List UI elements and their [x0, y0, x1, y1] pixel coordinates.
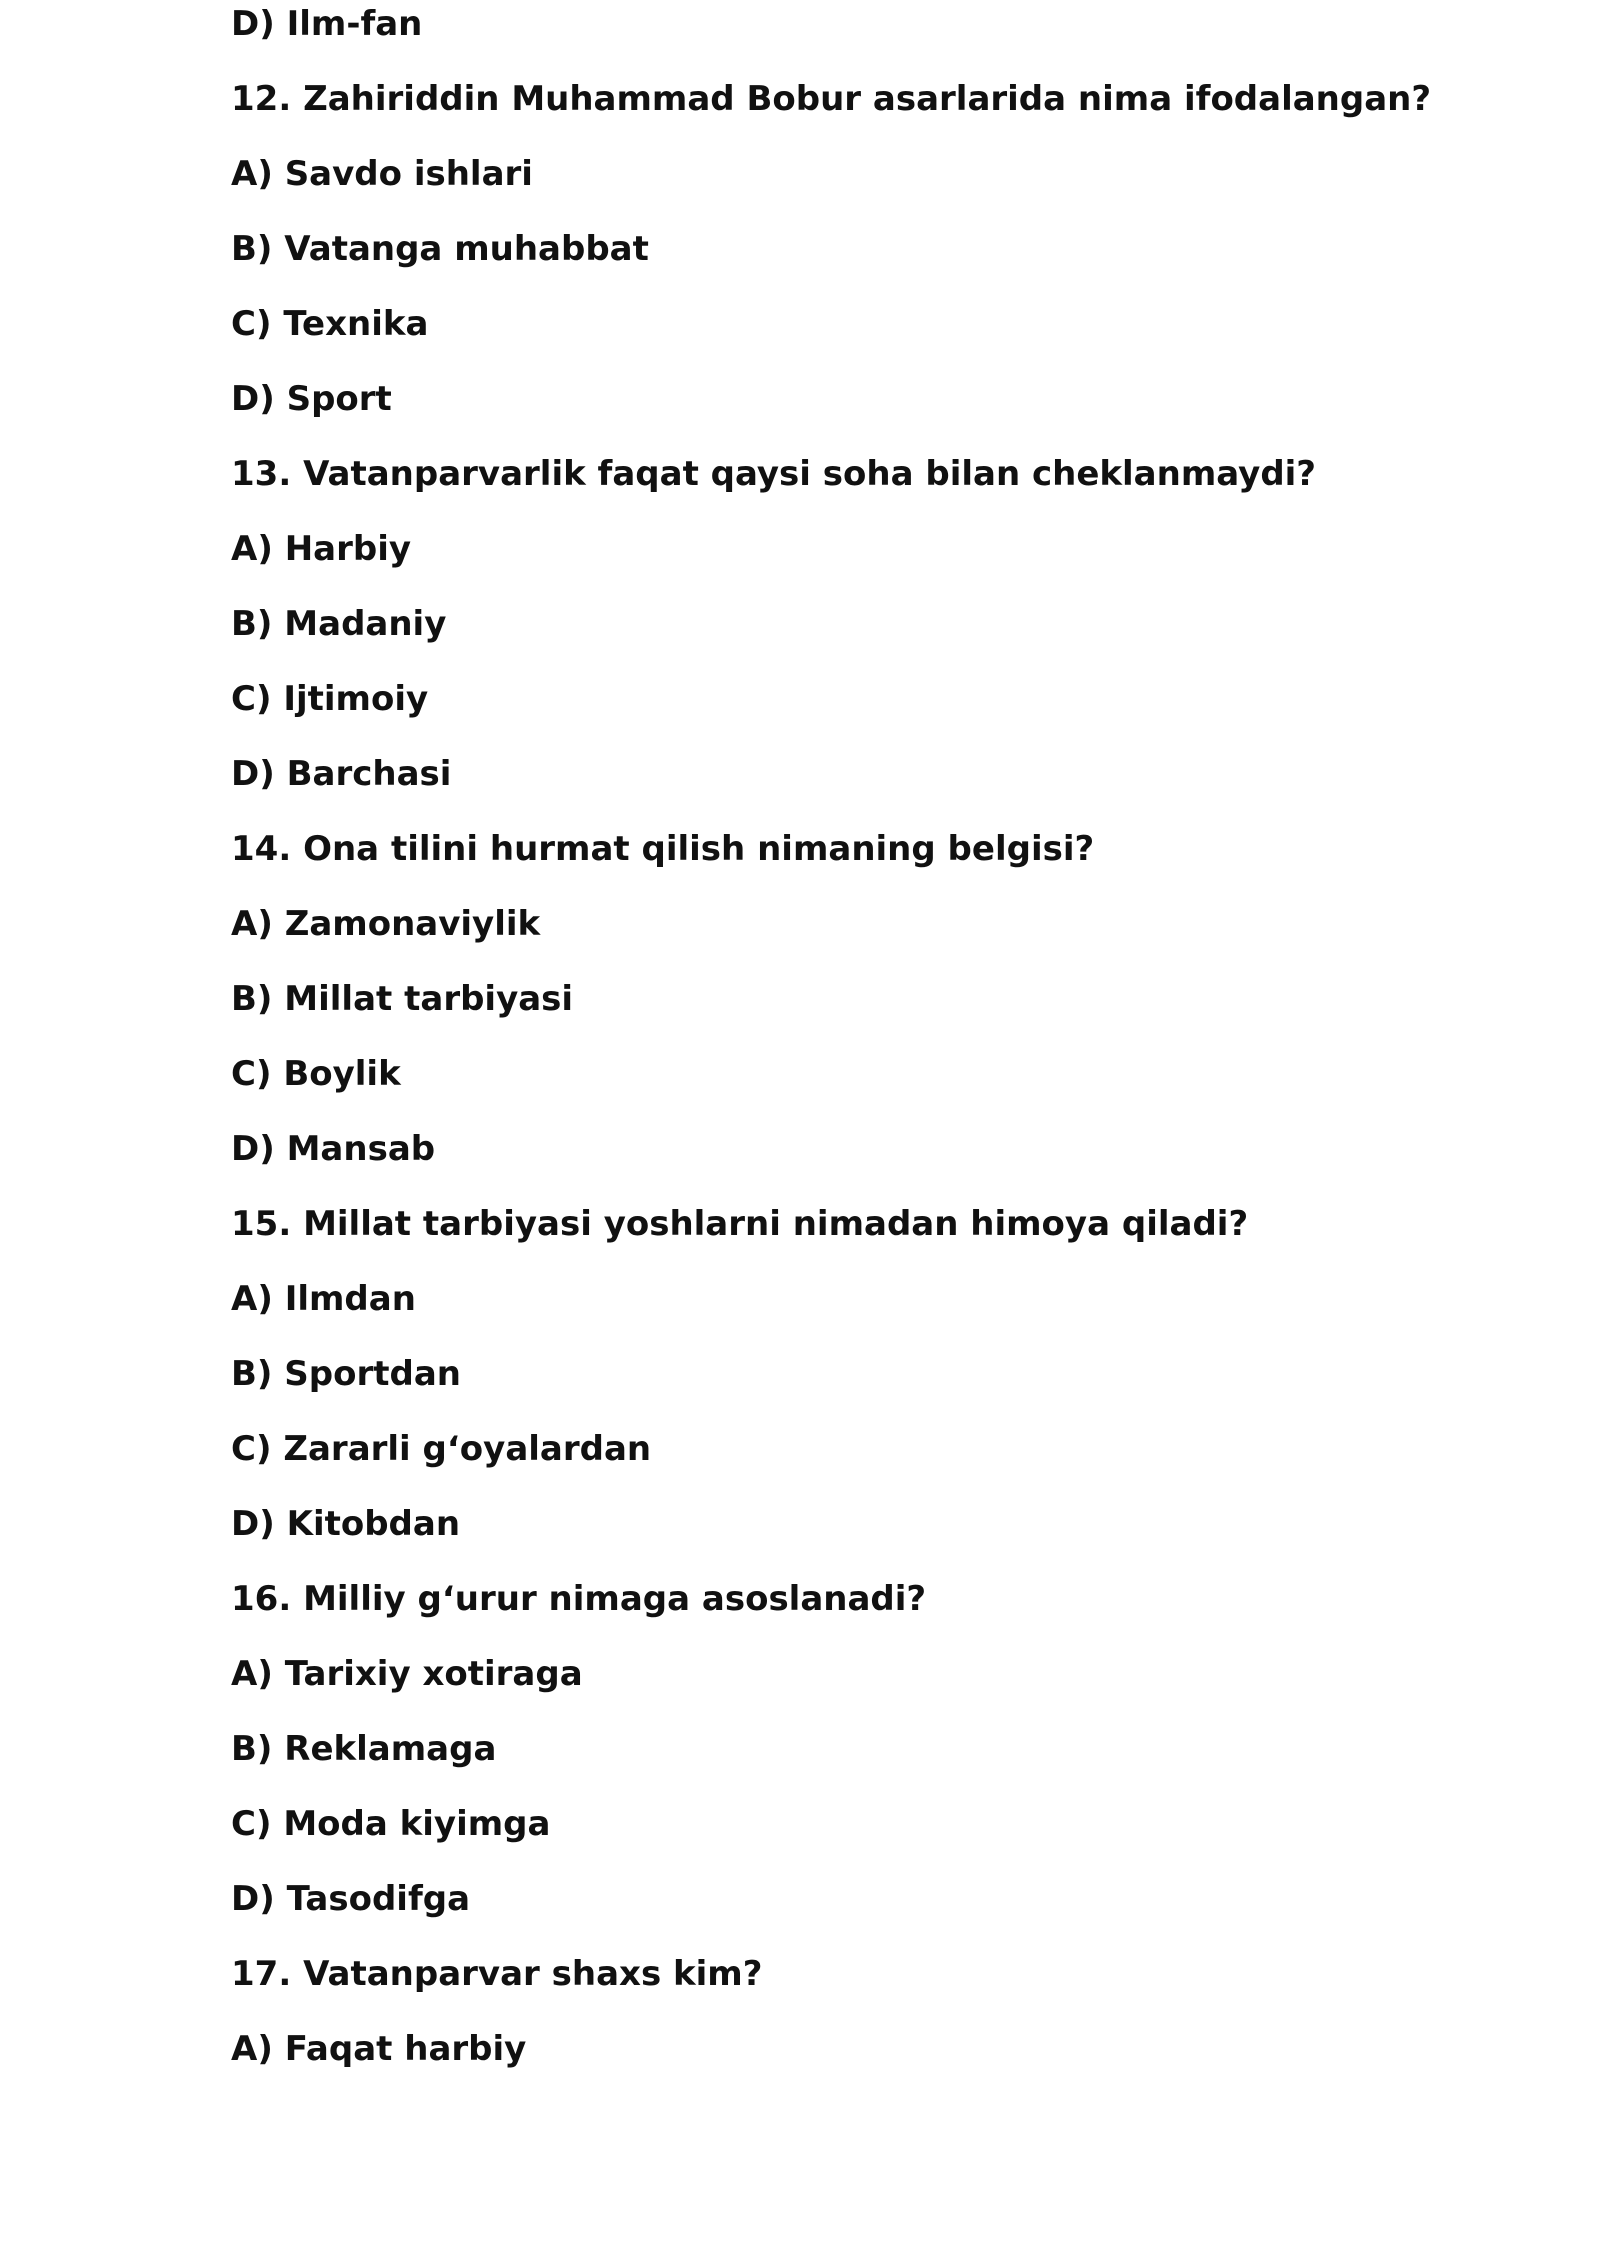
answer-option: D) Kitobdan [231, 1504, 461, 1544]
answer-option: A) Ilmdan [231, 1279, 416, 1319]
answer-option: A) Savdo ishlari [231, 154, 533, 194]
answer-option: A) Faqat harbiy [231, 2029, 527, 2069]
answer-option: B) Vatanga muhabbat [231, 229, 649, 269]
answer-option: B) Reklamaga [231, 1729, 497, 1769]
question-text: 15. Millat tarbiyasi yoshlarni nimadan himoya qiladi? [231, 1204, 1249, 1244]
answer-option: B) Millat tarbiyasi [231, 979, 574, 1019]
answer-option: D) Ilm-fan [231, 4, 423, 44]
question-text: 13. Vatanparvarlik faqat qaysi soha bilan cheklanmaydi? [231, 454, 1317, 494]
answer-option: D) Barchasi [231, 754, 452, 794]
answer-option: C) Ijtimoiy [231, 679, 429, 719]
answer-option: C) Zararli g‘oyalardan [231, 1429, 652, 1469]
answer-option: A) Zamonaviylik [231, 904, 541, 944]
answer-option: C) Texnika [231, 304, 429, 344]
answer-option: D) Mansab [231, 1129, 436, 1169]
question-text: 17. Vatanparvar shaxs kim? [231, 1954, 763, 1994]
answer-option: A) Tarixiy xotiraga [231, 1654, 583, 1694]
answer-option: B) Madaniy [231, 604, 447, 644]
answer-option: B) Sportdan [231, 1354, 461, 1394]
answer-option: D) Tasodifga [231, 1879, 471, 1919]
question-text: 12. Zahiriddin Muhammad Bobur asarlarida nima ifodalangan? [231, 79, 1432, 119]
answer-option: A) Harbiy [231, 529, 412, 569]
answer-option: C) Moda kiyimga [231, 1804, 551, 1844]
answer-option: C) Boylik [231, 1054, 401, 1094]
question-text: 14. Ona tilini hurmat qilish nimaning belgisi? [231, 829, 1095, 869]
question-text: 16. Milliy g‘urur nimaga asoslanadi? [231, 1579, 927, 1619]
answer-option: D) Sport [231, 379, 392, 419]
